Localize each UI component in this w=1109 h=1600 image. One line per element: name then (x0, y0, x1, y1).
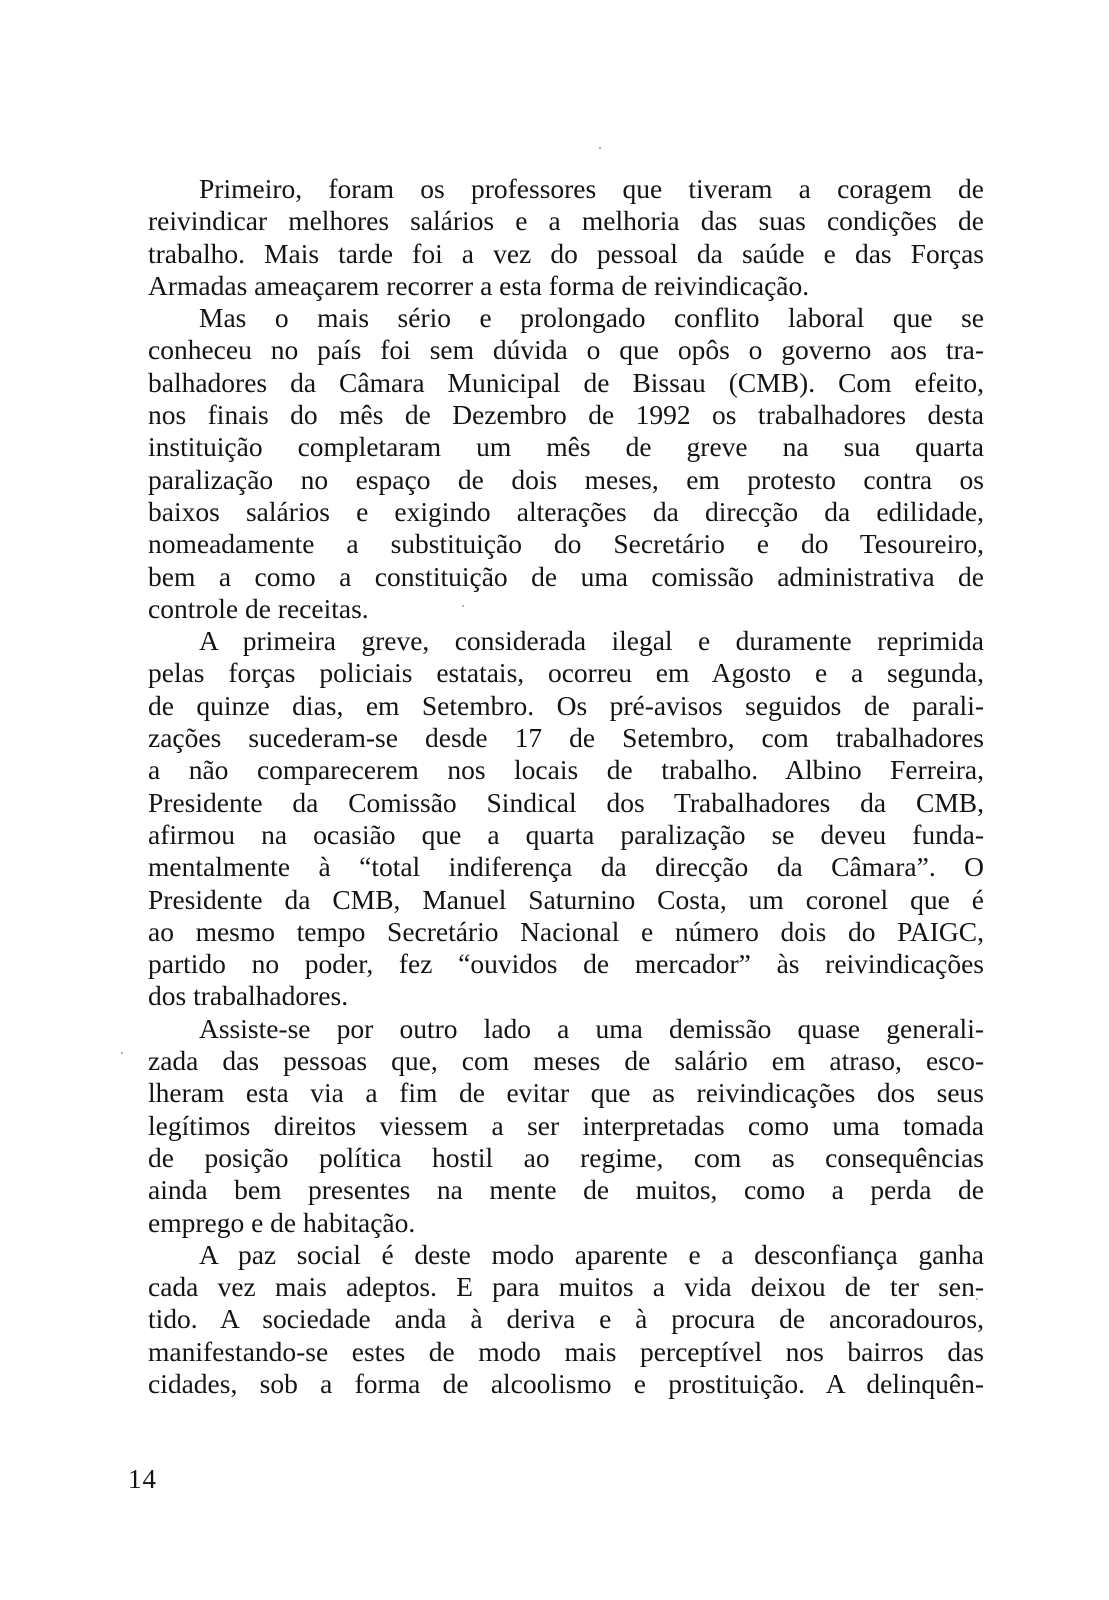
body-text (148, 173, 984, 1400)
text-line: paralização no espaço de dois meses, em protesto contra os (148, 463, 984, 495)
text-line: cidades, sob a forma de alcoolismo e prostituição. A delinquên- (148, 1367, 984, 1399)
text-line: balhadores da Câmara Municipal de Bissau (CMB). Com efeito, (148, 366, 984, 398)
paragraph (148, 1239, 984, 1400)
text-line: Presidente da CMB, Manuel Saturnino Costa, um coronel que é (148, 883, 984, 915)
text-line: tido. A sociedade anda à deriva e à procura de ancoradouros, (148, 1303, 984, 1335)
text-line: mentalmente à “total indiferença da direcção da Câmara”. O (148, 851, 984, 883)
text-line: a não comparecerem nos locais de trabalho. Albino Ferreira, (148, 754, 984, 786)
text-line: A primeira greve, considerada ilegal e duramente reprimida (199, 625, 984, 657)
text-line: instituição completaram um mês de greve na sua quarta (148, 431, 984, 463)
text-line: ao mesmo tempo Secretário Nacional e número dois do PAIGC, (148, 915, 984, 947)
text-line: conheceu no país foi sem dúvida o que opôs o governo aos tra- (148, 334, 984, 366)
paragraph (148, 302, 984, 625)
text-line: legítimos direitos viessem a ser interpretadas como uma tomada (148, 1109, 984, 1141)
paragraph (148, 625, 984, 1013)
text-line: bem a como a constituição de uma comissão administrativa de (148, 560, 984, 592)
text-line: zada das pessoas que, com meses de salário em atraso, esco- (148, 1045, 984, 1077)
text-line: dos trabalhadores. (148, 980, 349, 1012)
text-line: Armadas ameaçarem recorrer a esta forma de reivindicação. (148, 269, 810, 301)
text-line: ainda bem presentes na mente de muitos, como a perda de (148, 1174, 984, 1206)
text-line: controle de receitas. (148, 592, 369, 624)
text-line: cada vez mais adeptos. E para muitos a vida deixou de ter sen- (148, 1271, 984, 1303)
text-line: manifestando-se estes de modo mais perceptível nos bairros das (148, 1335, 984, 1367)
scan-speck (121, 1052, 123, 1054)
text-line: nos finais do mês de Dezembro de 1992 os trabalhadores desta (148, 399, 984, 431)
text-line: Mas o mais sério e prolongado conflito laboral que se (199, 302, 984, 334)
paragraph (148, 1013, 984, 1239)
text-line: lheram esta via a fim de evitar que as reivindicações dos seus (148, 1077, 984, 1109)
text-line: de quinze dias, em Setembro. Os pré-avisos seguidos de parali- (148, 689, 984, 721)
text-line: de posição política hostil ao regime, com as consequências (148, 1141, 984, 1173)
text-line: zações sucederam-se desde 17 de Setembro, com trabalhadores (148, 722, 984, 754)
text-line: Presidente da Comissão Sindical dos Trabalhadores da CMB, (148, 786, 984, 818)
text-line: afirmou na ocasião que a quarta paralização se deveu funda- (148, 818, 984, 850)
text-line: Primeiro, foram os professores que tiveram a coragem de (199, 173, 984, 204)
text-line: A paz social é deste modo aparente e a desconfiança ganha (199, 1238, 984, 1270)
text-line: emprego e de habitação. (148, 1206, 416, 1238)
text-line: nomeadamente a substituição do Secretário e do Tesoureiro, (148, 528, 984, 560)
text-line: trabalho. Mais tarde foi a vez do pessoal da saúde e das Forças (148, 237, 984, 269)
page-number: 14 (128, 1464, 157, 1494)
text-line: reivindicar melhores salários e a melhoria das suas condições de (148, 205, 984, 237)
text-line: pelas forças policiais estatais, ocorreu em Agosto e a segunda, (148, 657, 984, 689)
scan-speck (599, 147, 601, 149)
text-line: partido no poder, fez “ouvidos de mercador” às reivindicações (148, 948, 984, 980)
text-line: Assiste-se por outro lado a uma demissão quase generali- (199, 1012, 984, 1044)
text-line: baixos salários e exigindo alterações da direcção da edilidade, (148, 495, 984, 527)
paragraph (148, 173, 984, 302)
